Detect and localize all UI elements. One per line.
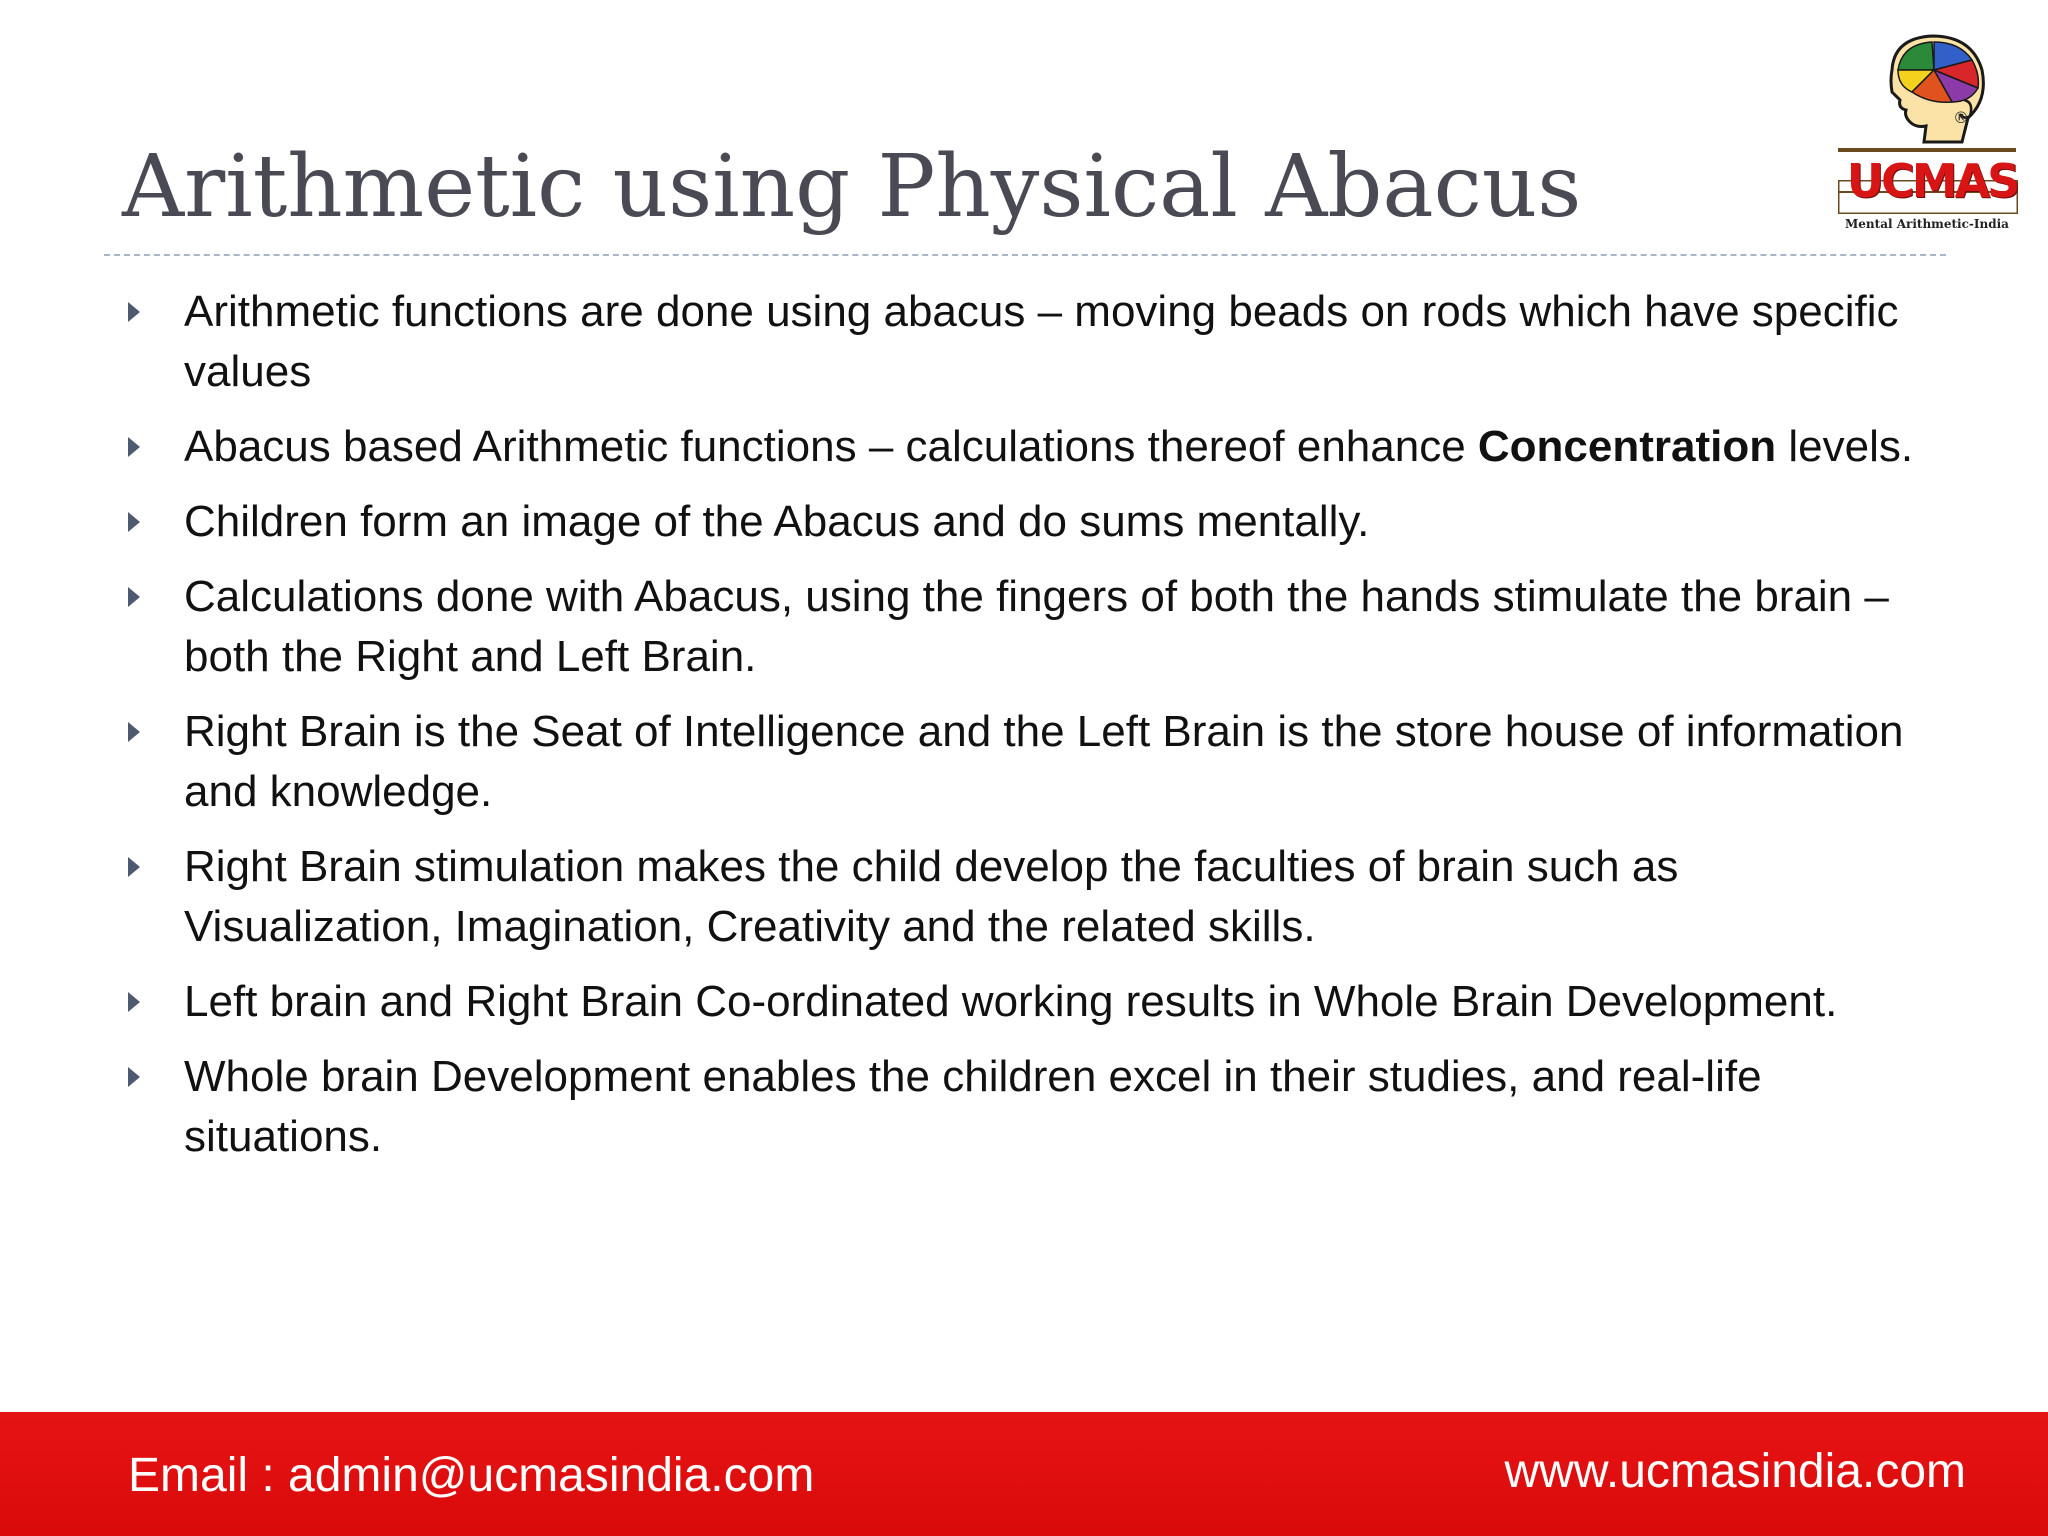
title-divider bbox=[104, 254, 1946, 256]
bullet-text: Arithmetic functions are done using abacus – moving beads on rods which have specific values bbox=[184, 287, 1899, 396]
slide-title: Arithmetic using Physical Abacus bbox=[122, 137, 1582, 237]
triangle-bullet-icon bbox=[128, 857, 140, 877]
triangle-bullet-icon bbox=[128, 1067, 140, 1087]
bullet-item bbox=[122, 837, 1922, 957]
bullet-text: Calculations done with Abacus, using the fingers of both the hands stimulate the brain – both the Right and Left Brain. bbox=[184, 572, 1889, 681]
triangle-bullet-icon bbox=[128, 302, 140, 322]
bullet-item bbox=[122, 492, 1922, 552]
brain-head-icon bbox=[1832, 30, 2022, 165]
bullet-list bbox=[122, 282, 1922, 1182]
bullet-text: Abacus based Arithmetic functions – calculations thereof enhance bbox=[184, 422, 1478, 471]
registered-mark: ® bbox=[1953, 108, 1969, 127]
logo-tagline: Mental Arithmetic-India bbox=[1845, 217, 2009, 231]
logo-wordmark: UCMAS bbox=[1846, 154, 2018, 208]
triangle-bullet-icon bbox=[128, 437, 140, 457]
bullet-text: Left brain and Right Brain Co-ordinated working results in Whole Brain Development. bbox=[184, 977, 1838, 1026]
bullet-item bbox=[122, 282, 1922, 402]
bullet-item bbox=[122, 702, 1922, 822]
ucmas-logo bbox=[1832, 30, 2022, 240]
bullet-bold-text: Concentration bbox=[1477, 422, 1777, 471]
bullet-item bbox=[122, 567, 1922, 687]
triangle-bullet-icon bbox=[128, 512, 140, 532]
bullet-text: Right Brain is the Seat of Intelligence and the Left Brain is the store house of information and knowledge. bbox=[184, 707, 1904, 816]
bullet-text: Children form an image of the Abacus and do sums mentally. bbox=[184, 497, 1370, 546]
bullet-text: levels. bbox=[1776, 422, 1914, 471]
footer-website: www.ucmasindia.com bbox=[1504, 1445, 1966, 1498]
triangle-bullet-icon bbox=[128, 992, 140, 1012]
bullet-item bbox=[122, 417, 1922, 477]
bullet-text: Whole brain Development enables the children excel in their studies, and real-life situations. bbox=[184, 1052, 1762, 1161]
bullet-item bbox=[122, 1047, 1922, 1167]
triangle-bullet-icon bbox=[128, 722, 140, 742]
bullet-text: Right Brain stimulation makes the child develop the faculties of brain such as Visualization, Imagination, Creativity and the related skills. bbox=[184, 842, 1679, 951]
footer-bar bbox=[0, 1412, 2048, 1536]
bullet-item bbox=[122, 972, 1922, 1032]
footer-email: Email : admin@ucmasindia.com bbox=[128, 1449, 815, 1502]
triangle-bullet-icon bbox=[128, 587, 140, 607]
